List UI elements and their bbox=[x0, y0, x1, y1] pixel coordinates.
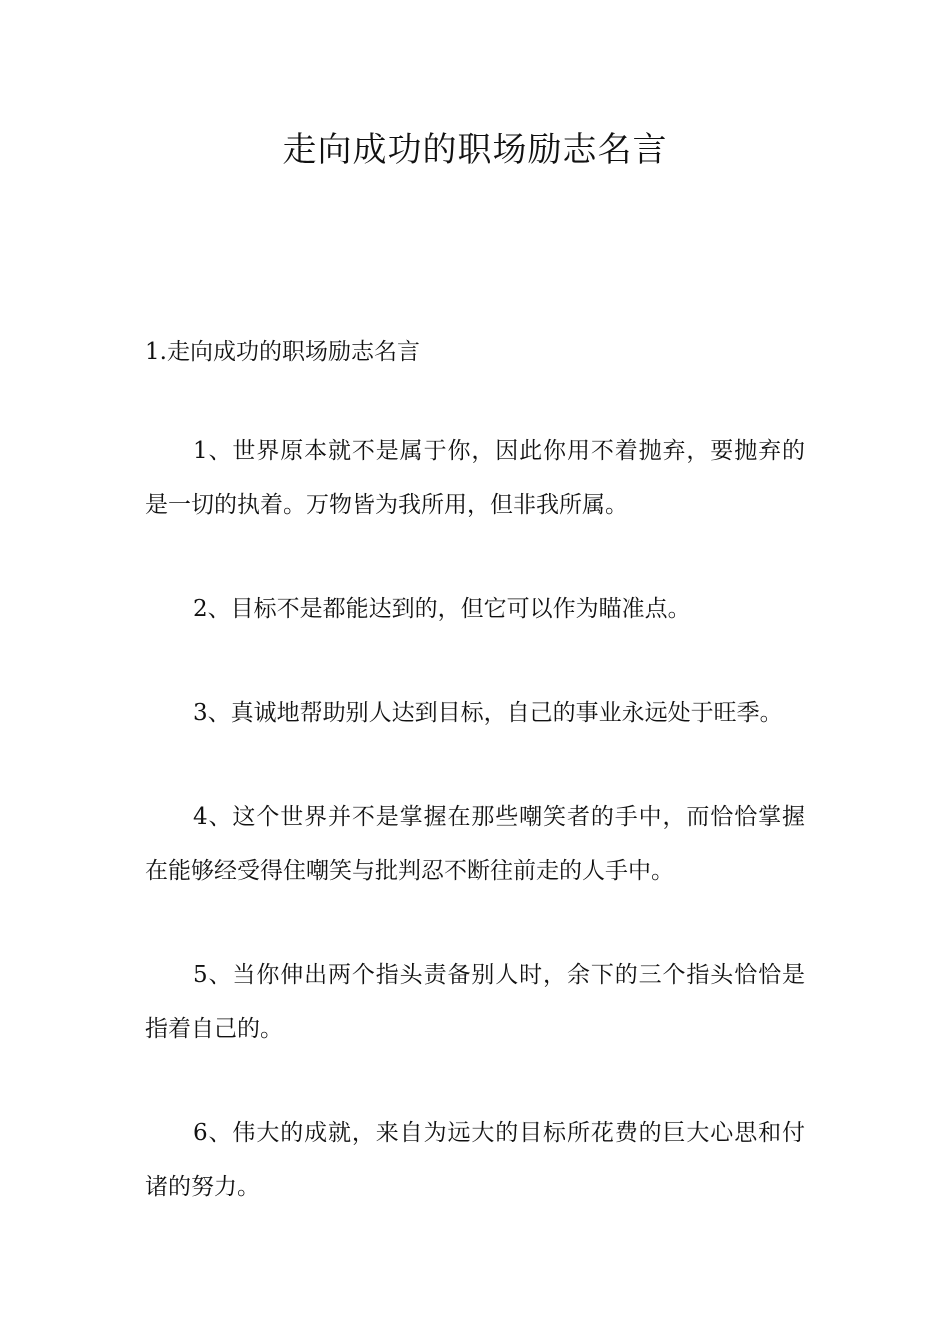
quote-paragraph: 5、当你伸出两个指头责备别人时，余下的三个指头恰恰是指着自己的。 bbox=[145, 962, 805, 1042]
quote-paragraph: 4、这个世界并不是掌握在那些嘲笑者的手中，而恰恰掌握在能够经受得住嘲笑与批判忍不断往前走的人手中。 bbox=[145, 804, 805, 884]
quote-paragraph: 1、世界原本就不是属于你，因此你用不着抛弃，要抛弃的是一切的执着。万物皆为我所用，但非我所属。 bbox=[145, 438, 805, 518]
quote-paragraph: 3、真诚地帮助别人达到目标，自己的事业永远处于旺季。 bbox=[193, 700, 783, 726]
quote-paragraph: 6、伟大的成就，来自为远大的目标所花费的巨大心思和付诸的努力。 bbox=[145, 1120, 805, 1200]
document-title: 走向成功的职场励志名言 bbox=[282, 130, 668, 170]
quote-list bbox=[145, 424, 805, 1264]
quote-paragraph: 2、目标不是都能达到的，但它可以作为瞄准点。 bbox=[193, 596, 691, 622]
section-heading: 1.走向成功的职场励志名言 bbox=[145, 339, 420, 365]
